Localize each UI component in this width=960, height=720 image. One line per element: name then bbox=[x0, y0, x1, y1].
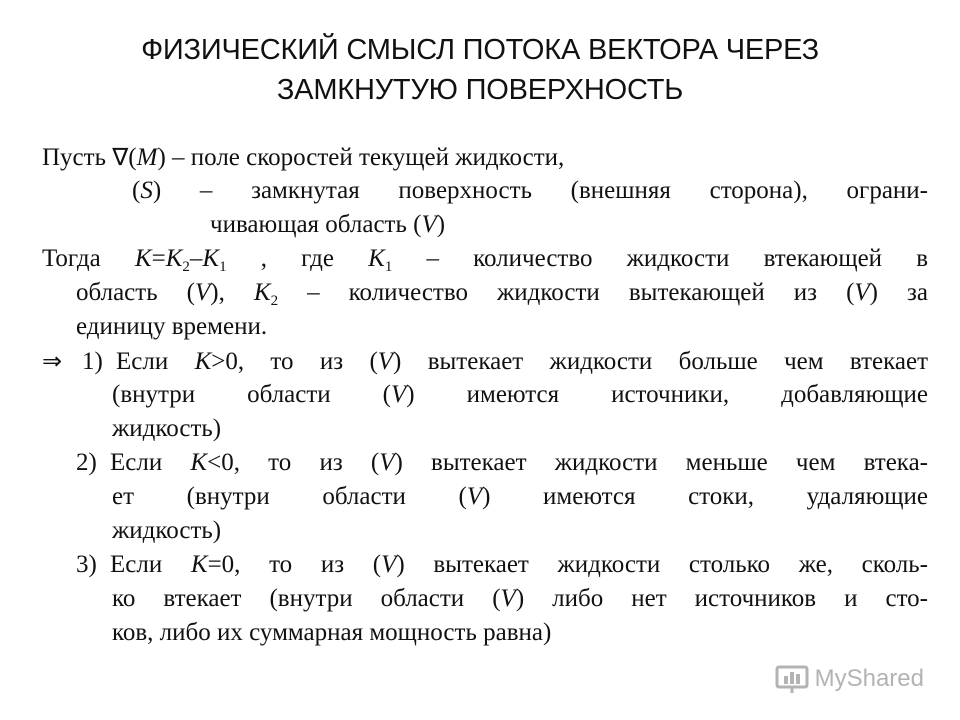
then-line-3: единицу времени. bbox=[76, 313, 268, 340]
title-line-1: ФИЗИЧЕСКИЙ СМЫСЛ ПОТОКА ВЕКТОРА ЧЕРЕЗ bbox=[141, 34, 819, 66]
case-3-line-2: ко втекает (внутри области (V) либо нет источников и сто- bbox=[112, 585, 928, 612]
case-1-line-3: жидкость) bbox=[112, 415, 222, 442]
nabla-symbol: ∇ bbox=[112, 143, 129, 171]
watermark-text: MyShared bbox=[814, 665, 924, 692]
case-2-line-2: ет (внутри области (V) имеются стоки, удаляющие bbox=[112, 483, 928, 510]
intro-line-1: Пусть ∇(M) – поле скоростей текущей жидкости, bbox=[42, 143, 565, 171]
presentation-logo-icon bbox=[775, 664, 809, 694]
intro-line-2: (S) – замкнутая поверхность (внешняя сторона), ограни- bbox=[132, 177, 928, 204]
case-2-line-3: жидкость) bbox=[112, 517, 222, 544]
implies-arrow-icon: ⇒ bbox=[42, 347, 63, 375]
then-line-2: область (V), $K_2$ – количество жидкости вытекающей из (V) за bbox=[76, 279, 929, 309]
case-3-line-3: ков, либо их суммарная мощность равна) bbox=[112, 619, 552, 646]
case-1-line-2: (внутри области (V) имеются источники, добавляющие bbox=[112, 381, 928, 408]
intro-line-3: чивающая область (V) bbox=[210, 211, 446, 238]
watermark bbox=[775, 664, 924, 694]
page-title bbox=[0, 30, 960, 110]
document-body bbox=[42, 140, 928, 650]
case-1-line-1: ⇒ 1) Если K>0, то из (V) вытекает жидкости больше чем втекает bbox=[42, 344, 928, 378]
title-line-2: ЗАМКНУТУЮ ПОВЕРХНОСТЬ bbox=[276, 74, 684, 106]
case-3-line-1: 3) Если K=0, то из (V) вытекает жидкости столько же, сколь- bbox=[76, 551, 928, 578]
then-line-1: Тогда $K=K_2-K_1$ , где $K_1$ – количество жидкости втекающей в bbox=[42, 245, 929, 275]
case-2-line-1: 2) Если K<0, то из (V) вытекает жидкости меньше чем втека- bbox=[76, 449, 928, 476]
